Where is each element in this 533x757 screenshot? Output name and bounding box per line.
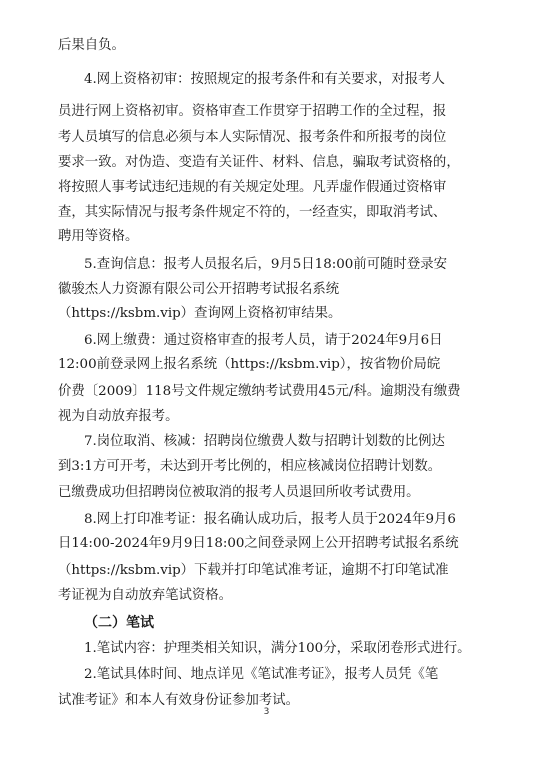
text-line: 考证视为自动放弃笔试资格。 — [58, 588, 233, 603]
text-line: 后果自负。 — [58, 38, 125, 53]
text-line: 价费〔2009〕118号文件规定缴纳考试费用45元/科。逾期没有缴费 — [58, 384, 461, 399]
text-line: 1.笔试内容：护理类相关知识，满分100分，采取闭卷形式进行。 — [84, 641, 471, 656]
text-line: 试准考证》和本人有效身份证参加考试。 — [58, 693, 300, 708]
text-line: 8.网上打印准考证：报名确认成功后，报考人员于2024年9月6 — [84, 512, 456, 527]
text-line: 要求一致。对伪造、变造有关证件、材料、信息，骗取考试资格的， — [58, 155, 460, 170]
text-line: 徽骏杰人力资源有限公司公开招聘考试报名系统 — [58, 282, 340, 297]
page-number: 3 — [263, 707, 270, 717]
text-line: 视为自动放弃报考。 — [58, 409, 179, 424]
text-line: 考人员填写的信息必须与本人实际情况、报考条件和所报考的岗位 — [58, 130, 447, 145]
text-line: （https://ksbm.vip）查询网上资格初审结果。 — [58, 306, 342, 321]
text-line: 将按照人事考试违纪违规的有关规定处理。凡弄虚作假通过资格审 — [58, 180, 447, 195]
text-line: 查，其实际情况与报考条件规定不符的，一经查实，即取消考试、 — [58, 205, 447, 220]
text-line: 7.岗位取消、核减：招聘岗位缴费人数与招聘计划数的比例达 — [84, 434, 445, 449]
text-line: 4.网上资格初审：按照规定的报考条件和有关要求，对报考人 — [84, 72, 445, 87]
section-heading: （二）笔试 — [84, 615, 154, 631]
text-line: 聘用等资格。 — [58, 229, 139, 244]
text-line: 日14:00-2024年9月9日18:00之间登录网上公开招聘考试报名系统 — [58, 536, 459, 551]
text-line: 6.网上缴费：通过资格审查的报考人员，请于2024年9月6日 — [84, 333, 443, 348]
text-line: 已缴费成功但招聘岗位被取消的报考人员退回所收考试费用。 — [58, 485, 420, 500]
text-line: 2.笔试具体时间、地点详见《笔试准考证》，报考人员凭《笔 — [84, 667, 439, 682]
text-line: 员进行网上资格初审。资格审查工作贯穿于招聘工作的全过程，报 — [58, 104, 447, 119]
text-line: 12:00前登录网上报名系统（https://ksbm.vip），按省物价局皖 — [58, 357, 441, 372]
text-line: （https://ksbm.vip）下载并打印笔试准考证，逾期不打印笔试准 — [58, 563, 449, 578]
text-line: 5.查询信息：报考人员报名后，9月5日18:00前可随时登录安 — [84, 257, 447, 272]
text-line: 到3:1方可开考，未达到开考比例的，相应核减岗位招聘计划数。 — [58, 459, 442, 474]
